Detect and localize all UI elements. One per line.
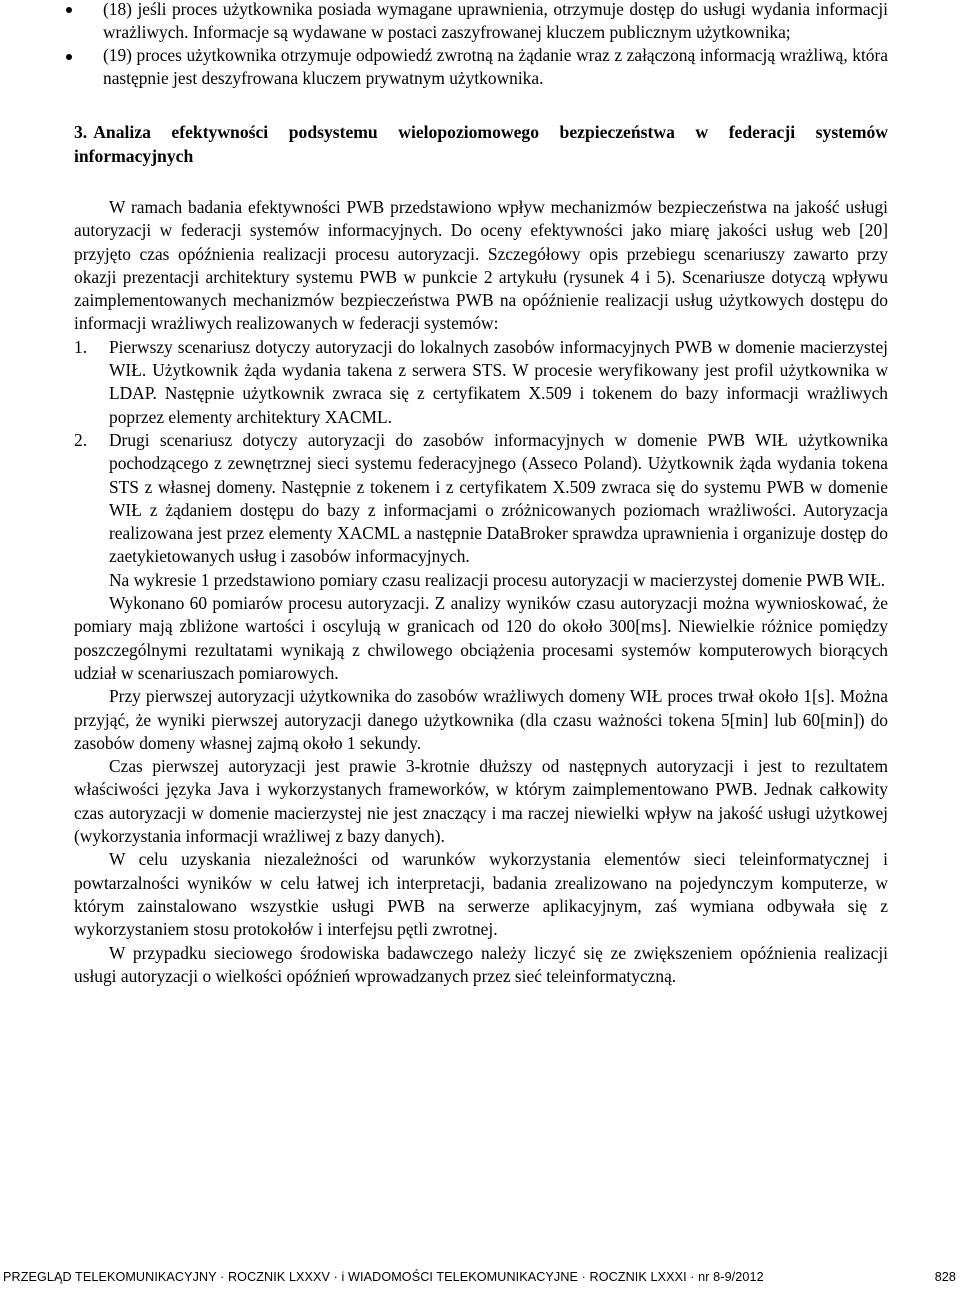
scenario-text: Pierwszy scenariusz dotyczy autoryzacji do lokalnych zasobów informacyjnych PWB w domenie macierzystej WIŁ. Użytkownik żąda wydania takena z serwera STS. W procesie weryfikowany jest profil użytkownika w LDAP. Następnie użytkownik zwraca się z certyfikatem X.509 i tokenem do bazy informacji wrażliwych poprzez elementy architektury XACML. (109, 336, 888, 427)
bullet-text: (19) proces użytkownika otrzymuje odpowiedź zwrotną na żądanie wraz z załączoną informacją wrażliwą, która następnie jest deszyfrowana kluczem prywatnym użytkownika. (103, 45, 888, 88)
bullet-item (74, 0, 888, 44)
section-title-text: Analiza efektywności podsystemu wielopoziomowego bezpieczeństwa w federacji systemów informacyjnych (74, 122, 888, 166)
bullet-item (74, 44, 888, 90)
intro-paragraph: W ramach badania efektywności PWB przedstawiono wpływ mechanizmów bezpieczeństwa na jakość usługi autoryzacji w federacji systemów informacyjnych. Do oceny efektywności jako miarę jakości usług web [20] przyjęto czas opóźnienia realizacji procesu autoryzacji. Szczegółowy opis przebiegu scenariuszy zawarto przy okazji prezentacji architektury systemu PWB w punkcie 2 artykułu (rysunek 4 i 5). Scenariusze dotyczą wpływu zaimplementowanych mechanizmów bezpieczeństwa PWB na opóźnienie realizacji usług użytkowych dostępu do informacji wrażliwych realizowanych w federacji systemów: (74, 197, 888, 334)
bullet-dot-icon (66, 7, 72, 13)
scenario-item (74, 336, 888, 429)
journal-footer-text: PRZEGLĄD TELEKOMUNIKACYJNY · ROCZNIK LXXXV · i WIADOMOŚCI TELEKOMUNIKACYJNE · ROCZNIK LXXXI · nr 8-9/2012 (3, 1270, 764, 1284)
bullet-dot-icon (66, 54, 72, 60)
scenario-text: Drugi scenariusz dotyczy autoryzacji do zasobów informacyjnych w domenie PWB WIŁ użytkownika pochodzącego z zewnętrznej sieci systemu federacyjnego (Asseco Poland). Użytkownik żąda wydania tokena STS z własnej domeny. Następnie z tokenem i z certyfikatem X.509 zwraca się do systemu PWB w domenie WIŁ z żądaniem dostępu do bazy z informacjami o zróżnicowanych poziomach wrażliwości. Autoryzacja realizowana jest przez elementy XACML a następnie DataBroker sprawdza uprawnienia i organizuje dostęp do zaetykietowanych usług i zasobów informacyjnych. (109, 429, 888, 567)
body-paragraph: W przypadku sieciowego środowiska badawczego należy liczyć się ze zwiększeniem opóźnienia realizacji usługi autoryzacji o wielkości opóźnień wprowadzanych przez sieć teleinformatyczną. (74, 942, 888, 986)
bullet-text: (18) jeśli proces użytkownika posiada wymagane uprawnienia, otrzymuje dostęp do usługi wydania informacji wrażliwych. Informacje są wydawane w postaci zaszyfrowanej kluczem publicznym użytkownika; (103, 0, 888, 42)
body-paragraph: W celu uzyskania niezależności od warunków wykorzystania elementów sieci teleinformatycznej i powtarzalności wyników w celu łatwej ich interpretacji, badania zrealizowano na pojedynczym komputerze, w którym zainstalowano wszystkie usługi PWB na serwerze aplikacyjnym, zaś wymiana odbywała się z wykorzystaniem stosu protokołów i interfejsu pętli zwrotnej. (74, 849, 888, 940)
article-page (74, 0, 888, 988)
scenario-number: 2. (74, 429, 88, 450)
scenario-item (74, 429, 888, 569)
page-footer (0, 1270, 960, 1290)
section-heading (74, 120, 888, 168)
body-paragraph: Przy pierwszej autoryzacji użytkownika do zasobów wrażliwych domeny WIŁ proces trwał około 1[s]. Można przyjąć, że wyniki pierwszej autoryzacji danego użytkownika (dla czasu ważności tokena 5[min] lub 60[min]) do zasobów domeny własnej zajmą około 1 sekundy. (74, 686, 888, 753)
section-number: 3. (74, 122, 88, 142)
bullet-list (74, 0, 888, 90)
page-number: 828 (934, 1270, 956, 1284)
scenario-number: 1. (74, 336, 88, 357)
body-paragraph: Czas pierwszej autoryzacji jest prawie 3-krotnie dłuższy od następnych autoryzacji i jest to rezultatem właściwości języka Java i wykorzystanych frameworków, w którym zaimplementowano PWB. Jednak całkowity czas autoryzacji w domenie macierzystej nie jest znaczący i ma raczej niewielki wpływ na jakość usługi użytkowej (wykorzystania informacji wrażliwej z bazy danych). (74, 756, 888, 847)
body-paragraph: Na wykresie 1 przedstawiono pomiary czasu realizacji procesu autoryzacji w macierzystej domenie PWB WIŁ. (109, 569, 886, 590)
scenario-list (74, 336, 888, 569)
body-paragraph: Wykonano 60 pomiarów procesu autoryzacji. Z analizy wyników czasu autoryzacji można wywnioskować, że pomiary mają zbliżone wartości i oscylują w granicach od 120 do około 300[ms]. Niewielkie różnice pomiędzy poszczególnymi rezultatami wynikają z chwilowego obciążenia procesami systemów komputerowych biorących udział w scenariuszach pomiarowych. (74, 593, 888, 683)
